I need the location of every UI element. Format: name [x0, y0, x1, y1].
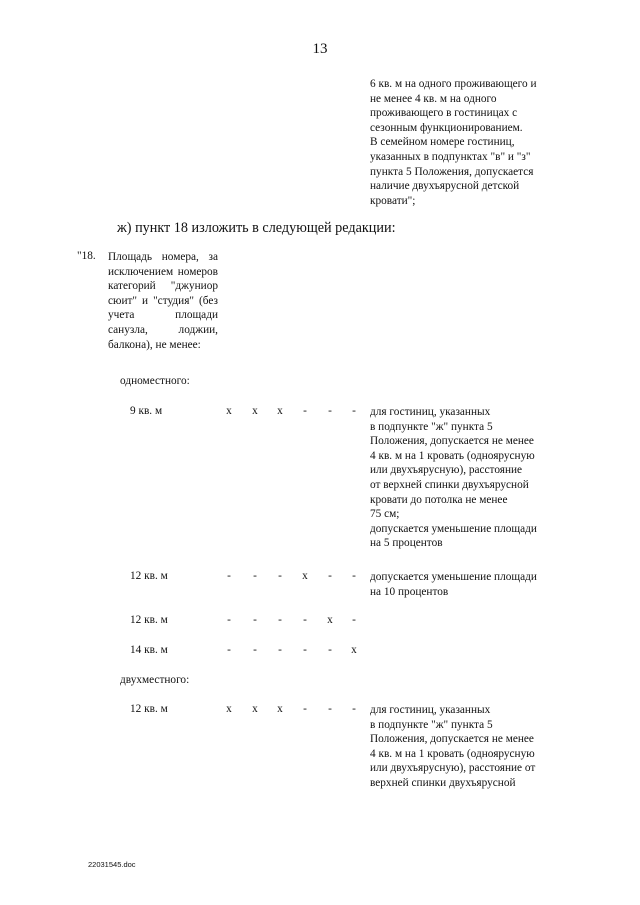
note-line: проживающего в гостиницах с	[370, 107, 518, 120]
room-size: 12 кв. м	[130, 570, 168, 582]
remark-line: на 10 процентов	[370, 585, 449, 598]
room-size: 9 кв. м	[130, 405, 163, 417]
mark-cell: х	[351, 644, 357, 656]
remark-line: в подпункте "ж" пункта 5	[370, 420, 493, 433]
mark-cell: х	[252, 703, 258, 715]
mark-cell: -	[253, 570, 257, 582]
remark-line: на 5 процентов	[370, 537, 443, 550]
remark-line: 75 см;	[370, 508, 400, 521]
single-room-label: одноместного:	[120, 375, 190, 387]
remark-line: Положения, допускается не менее	[370, 733, 534, 746]
mark-cell: х	[327, 614, 333, 626]
mark-cell: -	[253, 614, 257, 626]
mark-cell: -	[227, 570, 231, 582]
room-size: 12 кв. м	[130, 614, 168, 626]
note-line: 6 кв. м на одного проживающего и	[370, 78, 537, 90]
mark-cell: -	[303, 703, 307, 715]
note-line: сезонным функционированием.	[370, 121, 523, 134]
remark-line: допускается уменьшение площади	[370, 571, 537, 583]
mark-cell: х	[277, 703, 283, 715]
mark-cell: -	[328, 570, 332, 582]
mark-cell: х	[226, 405, 232, 417]
mark-cell: -	[278, 644, 282, 656]
remark-line: для гостиниц, указанных	[370, 406, 491, 418]
mark-cell: х	[277, 405, 283, 417]
mark-cell: -	[227, 644, 231, 656]
mark-cell: -	[278, 570, 282, 582]
mark-cell: -	[328, 703, 332, 715]
remark-line: или двухъярусную), расстояние	[370, 464, 523, 477]
remark-line: допускается уменьшение площади	[370, 522, 537, 535]
note-line: пункта 5 Положения, допускается	[370, 165, 534, 178]
note-line: кровати";	[370, 194, 416, 207]
note-line: наличие двухъярусной детской	[370, 180, 520, 193]
mark-cell: -	[328, 644, 332, 656]
remark	[370, 405, 570, 551]
remark	[370, 570, 570, 599]
remark-line: 4 кв. м на 1 кровать (одноярусную	[370, 747, 535, 760]
mark-cell: -	[352, 405, 356, 417]
lead-paragraph: ж) пункт 18 изложить в следующей редакции:	[117, 220, 396, 236]
remark-line: или двухъярусную), расстояние от	[370, 762, 536, 775]
mark-cell: -	[352, 614, 356, 626]
mark-cell: -	[352, 703, 356, 715]
note-line: В семейном номере гостиниц,	[370, 136, 515, 149]
mark-cell: -	[303, 644, 307, 656]
area-label: Площадь номера, за исключением номеров категорий "джуниор сюит" и "студия" (без учета площади санузла, лоджии, балкона), не менее:	[108, 251, 218, 351]
mark-cell: х	[252, 405, 258, 417]
room-size: 12 кв. м	[130, 703, 168, 715]
remark	[370, 703, 570, 791]
note-line: указанных в подпунктах "в" и "з"	[370, 150, 531, 163]
footer-filename: 22031545.doc	[88, 860, 136, 869]
remark-line: в подпункте "ж" пункта 5	[370, 718, 493, 731]
mark-cell: -	[227, 614, 231, 626]
remark-line: от верхней спинки двухъярусной	[370, 478, 529, 491]
mark-cell: х	[302, 570, 308, 582]
mark-cell: -	[303, 614, 307, 626]
mark-cell: -	[253, 644, 257, 656]
remark-line: Положения, допускается не менее	[370, 435, 534, 448]
note-line: не менее 4 кв. м на одного	[370, 92, 497, 105]
item-number: "18.	[77, 250, 96, 262]
mark-cell: -	[278, 614, 282, 626]
double-room-label: двухместного:	[120, 674, 190, 686]
mark-cell: -	[328, 405, 332, 417]
remark-line: кровати до потолка не менее	[370, 493, 508, 506]
remark-line: 4 кв. м на 1 кровать (одноярусную	[370, 449, 535, 462]
mark-cell: -	[303, 405, 307, 417]
room-size: 14 кв. м	[130, 644, 168, 656]
remark-line: для гостиниц, указанных	[370, 704, 491, 716]
remark-line: верхней спинки двухъярусной	[370, 776, 516, 789]
mark-cell: -	[352, 570, 356, 582]
page-number: 13	[312, 41, 328, 57]
top-note	[370, 77, 570, 208]
mark-cell: х	[226, 703, 232, 715]
